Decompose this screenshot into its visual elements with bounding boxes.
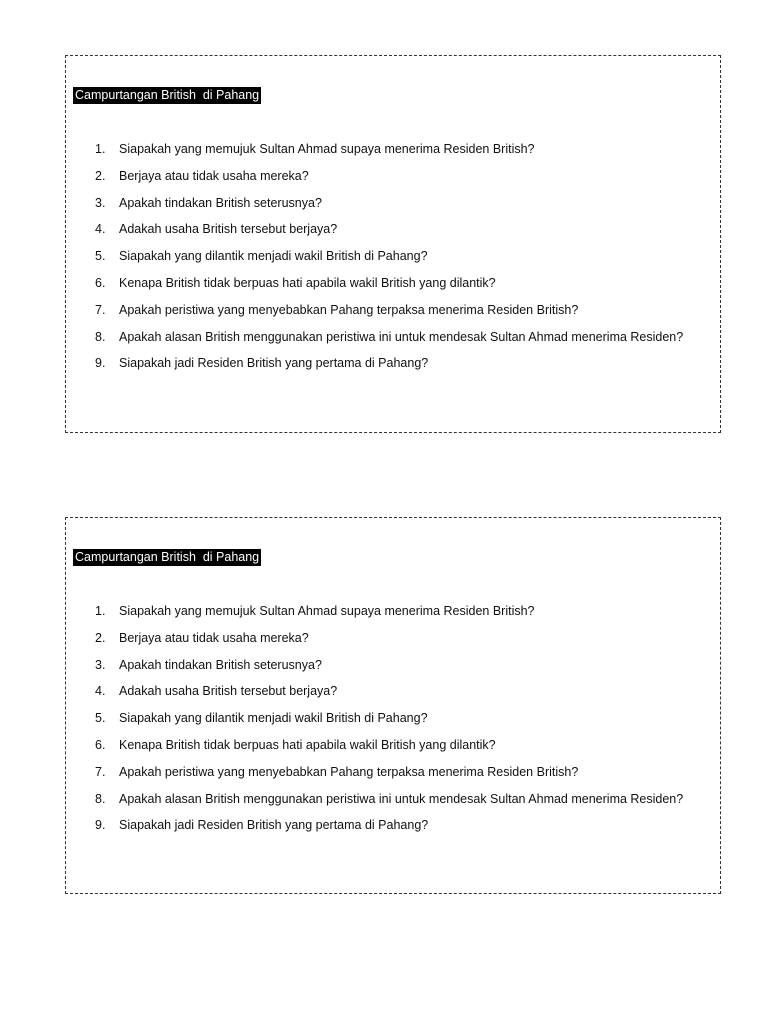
- question-item: [95, 243, 705, 270]
- question-item: [95, 598, 705, 625]
- question-number: 5.: [95, 711, 106, 726]
- question-text: Berjaya atau tidak usaha mereka?: [119, 168, 309, 183]
- question-item: [95, 786, 705, 813]
- question-text: Kenapa British tidak berpuas hati apabila wakil British yang dilantik?: [119, 737, 496, 752]
- question-text: Adakah usaha British tersebut berjaya?: [119, 222, 338, 237]
- question-text: Siapakah jadi Residen British yang pertama di Pahang?: [119, 818, 429, 833]
- question-item: [95, 678, 705, 705]
- question-item: [95, 163, 705, 190]
- question-number: 1.: [95, 142, 106, 156]
- question-number: 3.: [95, 195, 106, 210]
- question-text: Siapakah yang memujuk Sultan Ahmad supaya menerima Residen British?: [119, 142, 535, 156]
- question-text: Siapakah yang dilantik menjadi wakil British di Pahang?: [119, 249, 428, 264]
- question-item: [95, 625, 705, 652]
- question-number: 9.: [95, 818, 106, 833]
- question-number: 5.: [95, 249, 106, 264]
- question-item: [95, 705, 705, 732]
- question-item: [95, 190, 705, 217]
- question-text: Apakah tindakan British seterusnya?: [119, 657, 322, 672]
- worksheet-card-1: [65, 55, 721, 433]
- question-number: 4.: [95, 222, 106, 237]
- question-text: Siapakah yang dilantik menjadi wakil British di Pahang?: [119, 711, 428, 726]
- question-text: Apakah peristiwa yang menyebabkan Pahang terpaksa menerima Residen British?: [119, 302, 579, 317]
- question-number: 2.: [95, 630, 106, 645]
- question-number: 4.: [95, 684, 106, 699]
- question-number: 8.: [95, 791, 106, 806]
- worksheet-card-2: [65, 517, 721, 894]
- question-list: [95, 598, 705, 839]
- worksheet-title: Campurtangan British di Pahang: [75, 88, 260, 102]
- question-number: 7.: [95, 302, 106, 317]
- question-text: Apakah alasan British menggunakan peristiwa ini untuk mendesak Sultan Ahmad menerima Residen?: [119, 791, 684, 806]
- question-text: Apakah tindakan British seterusnya?: [119, 195, 322, 210]
- question-item: [95, 136, 705, 163]
- question-item: [95, 812, 705, 839]
- question-number: 3.: [95, 657, 106, 672]
- question-item: [95, 297, 705, 324]
- worksheet-title: Campurtangan British di Pahang: [75, 550, 260, 564]
- question-text: Apakah alasan British menggunakan peristiwa ini untuk mendesak Sultan Ahmad menerima Residen?: [119, 329, 684, 344]
- question-number: 7.: [95, 764, 106, 779]
- question-text: Adakah usaha British tersebut berjaya?: [119, 684, 338, 699]
- question-number: 6.: [95, 737, 106, 752]
- question-number: 8.: [95, 329, 106, 344]
- question-text: Berjaya atau tidak usaha mereka?: [119, 630, 309, 645]
- question-item: [95, 350, 705, 377]
- question-text: Siapakah jadi Residen British yang pertama di Pahang?: [119, 356, 429, 371]
- question-item: [95, 732, 705, 759]
- question-item: [95, 652, 705, 679]
- question-number: 2.: [95, 168, 106, 183]
- question-item: [95, 270, 705, 297]
- question-item: [95, 216, 705, 243]
- question-number: 1.: [95, 604, 106, 618]
- question-text: Apakah peristiwa yang menyebabkan Pahang terpaksa menerima Residen British?: [119, 764, 579, 779]
- question-number: 6.: [95, 275, 106, 290]
- question-item: [95, 324, 705, 351]
- question-number: 9.: [95, 356, 106, 371]
- question-text: Kenapa British tidak berpuas hati apabila wakil British yang dilantik?: [119, 275, 496, 290]
- question-list: [95, 136, 705, 377]
- question-text: Siapakah yang memujuk Sultan Ahmad supaya menerima Residen British?: [119, 604, 535, 618]
- question-item: [95, 759, 705, 786]
